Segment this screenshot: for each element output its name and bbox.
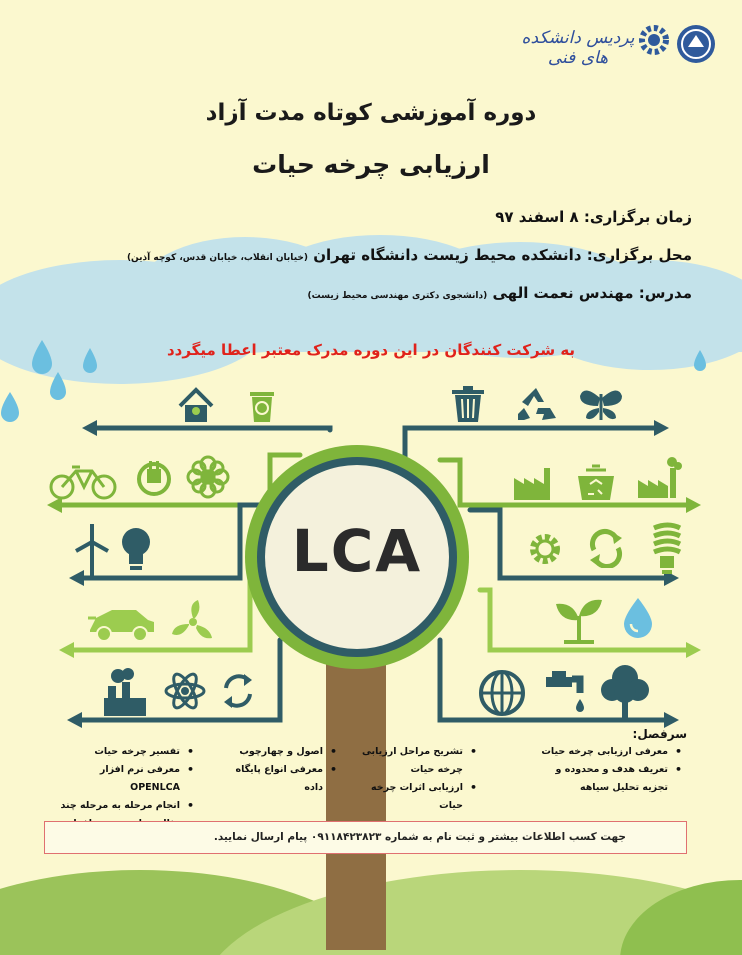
- water-drop-icon: [622, 596, 654, 640]
- list-item: • تفسیر چرخه حیات: [54, 743, 194, 761]
- event-place-label: محل برگزاری: دانشکده محیط زیست دانشگاه تهران: [313, 246, 692, 264]
- car-icon: [86, 600, 158, 644]
- wind-turbine-icon: [72, 524, 112, 576]
- gear-logo-icon: [636, 22, 672, 58]
- list-item: • معرفی ارزیابی چرخه حیات: [532, 743, 682, 761]
- flower-icon: [186, 455, 230, 499]
- cycle-icon: [586, 528, 626, 568]
- globe-icon: [478, 669, 526, 717]
- course-subtitle: ارزیابی چرخه حیات: [252, 150, 490, 179]
- lca-label: LCA: [291, 517, 423, 585]
- event-teacher: [308, 284, 692, 302]
- event-time: زمان برگزاری: ۸ اسفند ۹۷: [495, 208, 692, 226]
- tree-icon: [600, 662, 650, 718]
- list-item: • انجام مرحله به مرحله چند: [54, 797, 194, 833]
- university-seal-icon: [675, 23, 717, 65]
- list-item: • معرفی نرم افزار OPENLCA: [54, 761, 194, 797]
- event-place-detail: (خیابان انقلاب، خیابان قدس، کوچه آذین): [126, 253, 308, 263]
- syllabus-column-3: [217, 743, 337, 797]
- syllabus-column-2: [357, 743, 477, 815]
- syllabus-title: سرفصل:: [632, 727, 687, 741]
- house-icon: [176, 386, 216, 424]
- atom-icon: [164, 669, 206, 713]
- tap-icon: [544, 667, 586, 717]
- recycle-arrows-icon: [218, 670, 258, 712]
- recycle-bin-icon: [244, 386, 280, 424]
- butterfly-icon: [578, 384, 624, 424]
- trash-icon: [448, 384, 488, 424]
- course-title: دوره آموزشی کوتاه مدت آزاد: [205, 100, 537, 126]
- fan-icon: [168, 598, 218, 646]
- bulb-icon: [118, 526, 154, 576]
- factory-smoke-icon: [636, 456, 684, 500]
- event-teacher-label: مدرس: مهندس نعمت الهی: [492, 284, 692, 302]
- industry-icon: [510, 464, 554, 504]
- cfl-bulb-icon: [648, 518, 686, 576]
- faculty-logo-text: پردیس دانشکده های فنی: [521, 28, 635, 68]
- bicycle-icon: [48, 461, 120, 501]
- certificate-note: به شرکت کنندگان در این دوره مدرک معتبر اعطا میگردد: [166, 341, 576, 359]
- factory-icon: [100, 668, 150, 716]
- syllabus-column-1: [532, 743, 682, 797]
- gear-icon: [524, 528, 566, 570]
- recycle-bin-icon-2: [572, 462, 620, 502]
- recycle-icon: [514, 384, 558, 424]
- event-place: [127, 246, 692, 264]
- list-item: • تعریف هدف و محدوده و تجزیه تحلیل سیاهه: [532, 761, 682, 797]
- list-item: • اصول و چهارچوب: [217, 743, 337, 761]
- syllabus-column-4: [54, 743, 194, 833]
- list-item: • معرفی انواع پایگاه داده: [217, 761, 337, 797]
- list-item: • تشریح مراحل ارزیابی چرخه حیات: [357, 743, 477, 779]
- event-teacher-detail: (دانشجوی دکتری مهندسی محیط زیست): [307, 291, 488, 301]
- plug-icon: [134, 455, 174, 501]
- contact-box: جهت کسب اطلاعات بیشتر و ثبت نام به شماره ۰۹۱۱۸۴۲۳۸۲۳ پیام ارسال نمایید.: [44, 821, 687, 854]
- plant-icon: [554, 596, 604, 644]
- list-item: • ارزیابی اثرات چرخه حیات: [357, 779, 477, 815]
